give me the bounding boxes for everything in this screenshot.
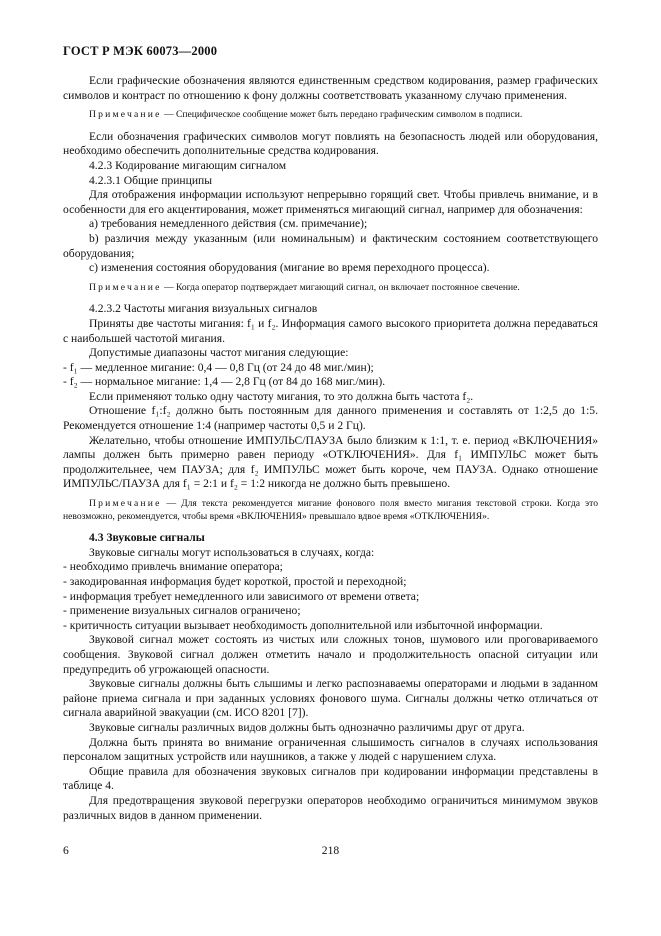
- paragraph: Для предотвращения звуковой перегрузки операторов необходимо ограничиться минимумом звуков различных видов в данном применении.: [63, 793, 598, 822]
- page-number-center: 218: [321, 844, 340, 857]
- note-label: Примечание: [89, 498, 162, 510]
- section-heading: 4.3 Звуковые сигналы: [89, 531, 205, 545]
- paragraph: Желательно, чтобы отношение ИМПУЛЬС/ПАУЗА было близким к 1:1, т. е. период «ВКЛЮЧЕНИЯ» лампы должен быть примерно равен периоду «ОТКЛЮЧЕНИЯ». Для f₁ ИМПУЛЬС может быть продолжительнее, чем ПАУЗА; для f₂ ИМПУЛЬС может быть короче, чем ПАУЗА. Однако отношение ИМПУЛЬС/ПАУЗА для f₁ = 2:1 и f₂ = 1:2 никогда не должно быть превышено.: [63, 433, 598, 491]
- list-item: - применение визуальных сигналов ограничено;: [63, 604, 301, 618]
- paragraph: Звуковые сигналы различных видов должны быть однозначно различимы друг от друга.: [89, 720, 525, 734]
- paragraph: Должна быть принята во внимание ограниченная слышимость сигналов в случаях использования персоналом защитных устройств или наушников, а также у людей с нарушением слуха.: [63, 735, 598, 764]
- list-item: - необходимо привлечь внимание оператора;: [63, 560, 283, 574]
- list-item: - закодированная информация будет короткой, простой и переходной;: [63, 575, 407, 588]
- subsection-heading: 4.2.3.1 Общие принципы: [89, 173, 213, 187]
- note-label: Примечание: [89, 109, 162, 121]
- subsection-heading: 4.2.3.2 Частоты мигания визуальных сигналов: [89, 302, 318, 316]
- list-item: а) требования немедленного действия (см. примечание);: [89, 217, 368, 231]
- paragraph: Если графические обозначения являются единственным средством кодирования, размер графических символов и контраст по отношению к фону должны соответствовать указанному случаю применения.: [63, 74, 598, 102]
- paragraph: Если применяют только одну частоту мигания, то это должна быть частота f₂.: [89, 389, 474, 403]
- list-item: - информация требует немедленного или зависимого от времени ответа;: [63, 589, 420, 603]
- paragraph: Приняты две частоты мигания: f₁ и f₂. Информация самого высокого приоритета должна передаваться с наибольшей частотой мигания.: [63, 316, 598, 345]
- note: [63, 282, 598, 295]
- paragraph: Звуковые сигналы должны быть слышимы и легко распознаваемы операторами и людьми в заданном районе приема сигнала и при заданных условиях фонового шума. Сигналы должны четко отличаться от сигнала аварийной эвакуации (см. ИСО 8201 [7]).: [63, 677, 598, 720]
- paragraph: Если обозначения графических символов могут повлиять на безопасность людей или оборудования, необходимо обеспечить дополнительные средства кодирования.: [63, 129, 598, 158]
- paragraph: Отношение f₁:f₂ должно быть постоянным для данного применения и составлять от 1:2,5 до 1:5. Рекомендуется отношение 1:4 (например частоты 0,5 и 2 Гц).: [63, 404, 598, 433]
- page-number-left: 6: [63, 844, 69, 857]
- paragraph: Общие правила для обозначения звуковых сигналов при кодировании информации представлены в таблице 4.: [63, 764, 598, 793]
- section-heading: 4.2.3 Кодирование мигающим сигналом: [89, 158, 287, 172]
- list-item: - f₁ — медленное мигание: 0,4 — 0,8 Гц (от 24 до 48 миг./мин);: [63, 360, 374, 374]
- list-item: с) изменения состояния оборудования (мигание во время переходного процесса).: [89, 261, 490, 275]
- document-body: [63, 74, 598, 823]
- document-header: ГОСТ Р МЭК 60073—2000: [63, 44, 218, 58]
- note: [63, 109, 598, 122]
- paragraph: Для отображения информации используют непрерывно горящий свет. Чтобы привлечь внимание, и в особенности для его акцентирования, может применяться мигающий сигнал, например для обозначения:: [63, 188, 598, 216]
- note: [63, 498, 598, 523]
- note-label: Примечание: [89, 281, 162, 293]
- note-text: — Когда оператор подтверждает мигающий сигнал, он включает постоянное свечение.: [161, 281, 520, 293]
- paragraph: Звуковые сигналы могут использоваться в случаях, когда:: [89, 545, 375, 559]
- paragraph: Звуковой сигнал может состоять из чистых или сложных тонов, шумового или проговариваемого сообщения. Звуковой сигнал должен отметить начало и продолжительность опасной ситуации или предупредить об угрожающей опасности.: [63, 633, 598, 676]
- list-item: - критичность ситуации вызывает необходимость дополнительной или избыточной информации.: [63, 618, 543, 632]
- note-text: — Для текста рекомендуется мигание фонового поля вместо мигания текстовой строки. Когда это невозможно, рекомендуется, чтобы время «ВКЛЮЧЕНИЯ» превышало вдвое время «ОТКЛЮЧЕНИЯ».: [63, 498, 598, 522]
- note-text: — Специфическое сообщение может быть передано графическим символом в подписи.: [161, 109, 523, 121]
- paragraph: Допустимые диапазоны частот мигания следующие:: [89, 346, 349, 360]
- list-item: - f₂ — нормальное мигание: 1,4 — 2,8 Гц (от 84 до 168 миг./мин).: [63, 375, 386, 389]
- list-item: b) различия между указанным (или номинальным) и фактическим состоянием соответствующего оборудования;: [63, 231, 598, 260]
